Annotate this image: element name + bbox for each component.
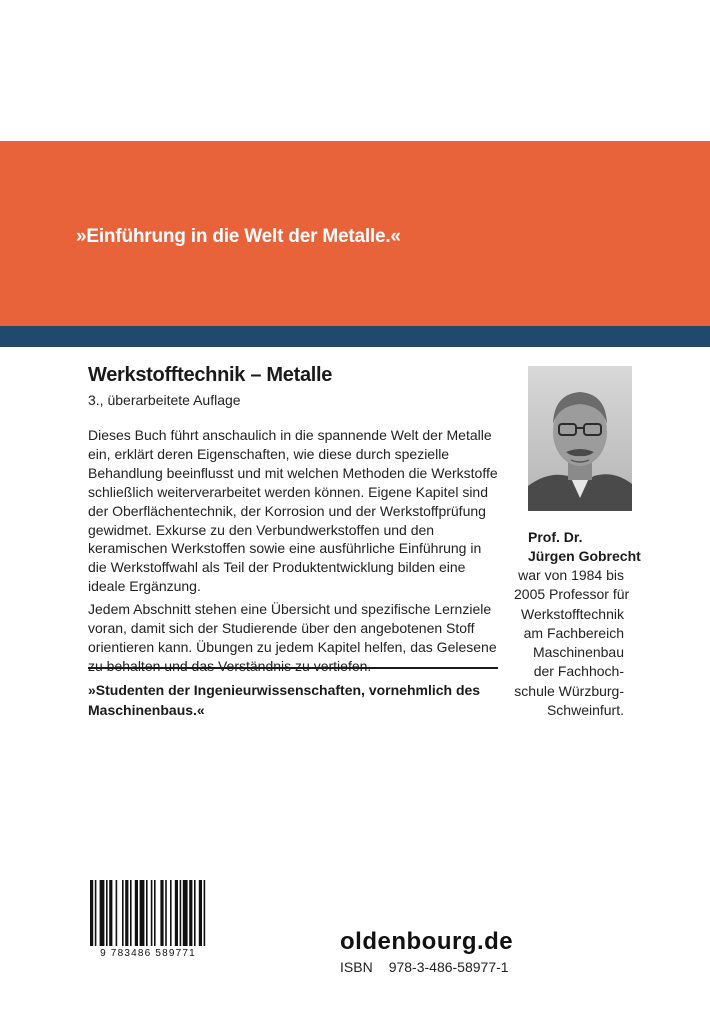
- barcode-bar: [135, 880, 138, 946]
- isbn-line: [340, 959, 509, 975]
- barcode: [86, 880, 210, 980]
- barcode-bar: [151, 880, 153, 946]
- bio-line: 2005 Professor für: [514, 586, 630, 603]
- barcode-digits: 9 783486 589771: [100, 948, 196, 959]
- bio-line: Schweinfurt.: [546, 702, 624, 719]
- barcode-bar: [170, 880, 172, 946]
- description-paragraph: Jedem Abschnitt stehen eine Übersicht und spezifische Lernziele voran, damit sich der Studierende über den angebotenen Stoff orientieren kann. Übungen zu jedem Kapitel helfen, das Gelesene zu behalten und das Verständnis zu vertiefen.: [88, 601, 497, 674]
- description-paragraph: Dieses Buch führt anschaulich in die spannende Welt der Metalle ein, erklärt deren Eigenschaften, wie diese durch spezielle Behandlung beeinflusst und mit welchen Methoden die Werkstoffe schließlich weiterverarbeitet werden können. Eigene Kapitel sind der Oberflächentechnik, der Korrosion und der Werkstoffprüfung gewidmet. Exkurse zu den Verbundwerkstoffen und den keramischen Werkstoffen sowie eine ausführliche Einführung in die Werkstoffwahl als Teil der Produktentwicklung bilden eine ideale Ergänzung.: [88, 427, 498, 595]
- bio-line: der Fachhoch-: [533, 663, 624, 680]
- barcode-bar: [189, 880, 192, 946]
- publisher-website[interactable]: oldenbourg.de: [340, 928, 514, 955]
- isbn-number: 978-3-486-58977-1: [388, 959, 509, 975]
- barcode-bar: [122, 880, 124, 946]
- barcode-bar: [95, 880, 97, 946]
- target-audience: »Studenten der Ingenieurwissenschaften, vornehmlich des Maschinenbaus.«: [88, 682, 481, 718]
- book-edition: 3., überarbeitete Auflage: [88, 392, 241, 408]
- header-banner: [0, 141, 710, 326]
- author-name: [528, 528, 708, 565]
- barcode-bar: [204, 880, 206, 946]
- barcode-bar: [194, 880, 196, 946]
- barcode-bar: [160, 880, 163, 946]
- barcode-bars: [86, 880, 210, 946]
- barcode-bar: [100, 880, 105, 946]
- book-title: Werkstofftechnik – Metalle: [88, 364, 333, 386]
- bio-line: schule Würzburg-: [514, 682, 624, 699]
- author-bio: [514, 566, 630, 720]
- bio-line: am Fachbereich: [523, 624, 624, 641]
- barcode-bar: [140, 880, 145, 946]
- barcode-bar: [175, 880, 178, 946]
- barcode-bar: [130, 880, 132, 946]
- bio-line: war von 1984 bis: [518, 567, 624, 583]
- author-fullname: Jürgen Gobrecht: [528, 547, 641, 564]
- bio-line: Maschinenbau: [532, 644, 624, 661]
- barcode-bar: [146, 880, 148, 946]
- barcode-bar: [116, 880, 118, 946]
- book-description: [88, 426, 500, 676]
- bio-line: Werkstofftechnik: [521, 605, 624, 622]
- author-photo: [528, 366, 632, 511]
- barcode-bar: [154, 880, 156, 946]
- barcode-bar: [109, 880, 112, 946]
- barcode-bar: [90, 880, 93, 946]
- banner-quote: »Einführung in die Welt der Metalle.«: [76, 226, 401, 247]
- isbn-label: ISBN: [340, 959, 373, 975]
- divider: [88, 667, 498, 669]
- barcode-bar: [125, 880, 128, 946]
- author-portrait-image: [528, 366, 632, 511]
- barcode-bar: [165, 880, 167, 946]
- barcode-bar: [180, 880, 182, 946]
- author-title: Prof. Dr.: [528, 529, 583, 545]
- barcode-bar: [183, 880, 188, 946]
- barcode-bar: [106, 880, 108, 946]
- barcode-bar: [199, 880, 202, 946]
- accent-stripe: [0, 326, 710, 347]
